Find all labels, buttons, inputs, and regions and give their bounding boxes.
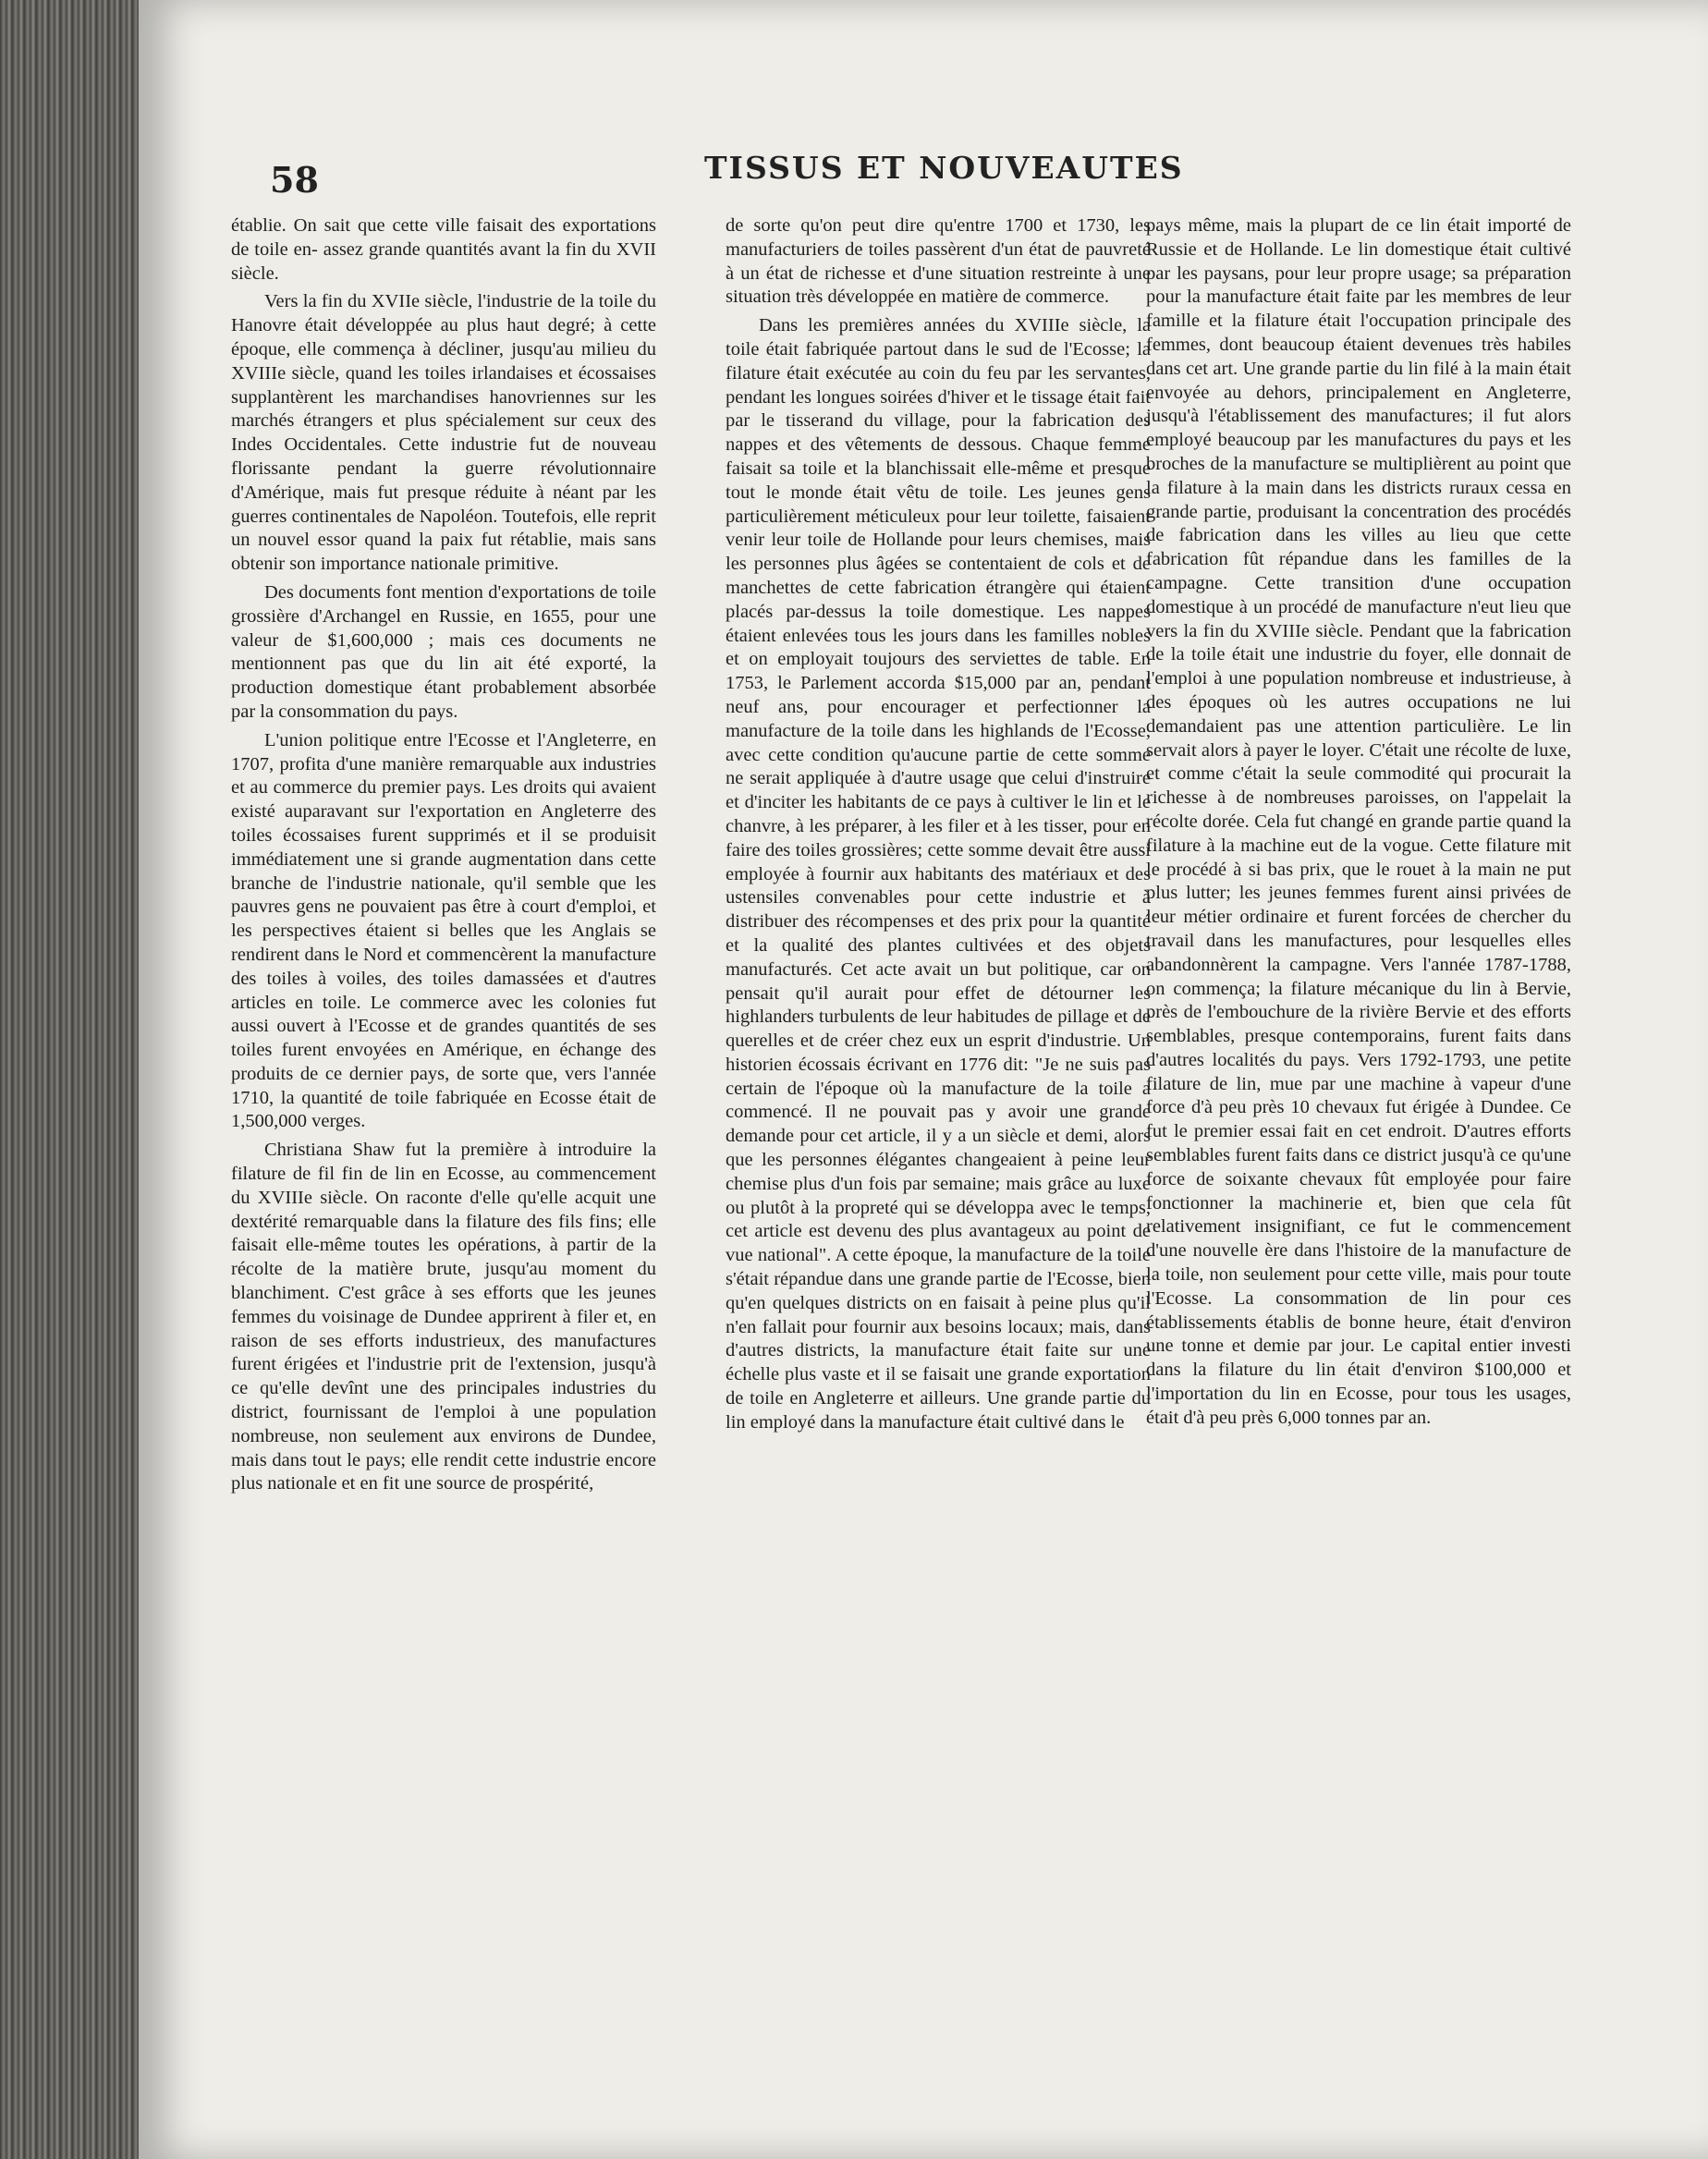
text-column-1 <box>231 214 656 1501</box>
text-column-2 <box>726 214 1151 1440</box>
paragraph: Des documents font mention d'exportations de toile grossière d'Archangel en Russie, en 1655, pour une valeur de $1,600,000 ; mais ces documents ne mentionnent pas que du lin ait été exporté, la production domestique étant probablement absorbée par la consommation du pays. <box>231 581 656 722</box>
paragraph: Christiana Shaw fut la première à introduire la filature de fil fin de lin en Ecosse, au commencement du XVIIIe siècle. On raconte d'elle qu'elle acquit une dextérité remarquable dans la filature des fils fins; elle faisait elle-même toutes les opérations, à partir de la récolte de la matière brute, jusqu'au moment du blanchiment. C'est grâce à ses efforts que les jeunes femmes du voisinage de Dundee apprirent à filer et, en raison de ses efforts industrieux, des manufactures furent érigées et l'industrie prit de l'extension, jusqu'à ce qu'elle devînt une des principales industries du district, fournissant de l'emploi à une population nombreuse, non seulement aux environs de Dundee, mais dans tout le pays; elle rendit cette industrie encore plus nationale et en fit une source de prospérité, <box>231 1140 656 1494</box>
paragraph: Vers la fin du XVIIe siècle, l'industrie de la toile du Hanovre était développée au plus haut degré; à cette époque, elle commença à décliner, jusqu'au milieu du XVIIIe siècle, quand les toiles irlandaises et écossaises supplantèrent les marchandises hanovriennes sur les marchés étrangers et plus spécialement sur ceux des Indes Occidentales. Cette industrie fut de nouveau florissante pendant la guerre révolutionnaire d'Amérique, mais fut presque réduite à néant par les guerres continentales de Napoléon. Toutefois, elle reprit un nouvel essor quand la paix fut rétablie, mais sans obtenir son importance nationale primitive. <box>231 291 656 575</box>
paragraph: pays même, mais la plupart de ce lin était importé de Russie et de Hollande. Le lin domestique était cultivé par les paysans, pour leur propre usage; sa préparation pour la manufacture était faite par les membres de leur famille et la filature était l'occupation principale des femmes, dont beaucoup étaient devenues très habiles dans cet art. Une grande partie du lin filé à la main était envoyée au dehors, principalement en Angleterre, jusqu'à l'établissement des manufactures; il fut alors employé beaucoup par les manufactures du pays et les broches de la manufacture se multiplièrent au point que la filature à la main dans les districts ruraux cessa en grande partie, produisant la concentration des procédés de fabrication dans les villes au lieu que cette fabrication fût répandue dans les familles de la campagne. Cette transition d'une occupation domestique à un procédé de manufacture n'eut lieu que vers la fin du XVIIIe siècle. Pendant que la fabrication de la toile était une industrie du foyer, elle donnait de l'emploi à une population nombreuse et industrieuse, à des époques où les autres occupations ne lui demandaient pas une attention particulière. Le lin servait alors à payer le loyer. C'était une récolte de luxe, et comme c'était la seule commodité qui procurait la richesse à de nombreuses paroisses, on l'appelait la récolte dorée. Cela fut changé en grande partie quand la filature à la machine eut de la vogue. Cette filature mit le procédé à si bas prix, que le rouet à la main ne put plus lutter; les jeunes femmes furent ainsi privées de leur métier ordinaire et furent forcées de chercher du travail dans les manufactures, pour lesquelles elles abandonnèrent la campagne. Vers l'année 1787-1788, on commença; la filature mécanique du lin à Bervie, près de l'embouchure de la rivière Bervie et des efforts semblables, presque contemporains, furent faits dans d'autres localités du pays. Vers 1792-1793, une petite filature de lin, mue par une machine à vapeur d'une force d'à peu près 10 chevaux fut érigée à Dundee. Ce fut le premier essai fait en cet endroit. D'autres efforts semblables furent faits dans ce district jusqu'à ce qu'une force de soixante chevaux fût employée pour faire fonctionner la machinerie et, bien que cela fût relativement insignifiant, ce fut le commencement d'une nouvelle ère dans l'histoire de la manufacture de la toile, non seulement pour cette ville, mais pour toute l'Ecosse. La consommation de lin pour ces établissements établis de bonne heure, était d'environ une tonne et demie par jour. Le capital entier investi dans la filature du lin était d'environ $100,000 et l'importation du lin en Ecosse, pour tous les usages, était d'à peu près 6,000 tonnes par an. <box>1146 215 1571 1428</box>
paragraph: Dans les premières années du XVIIIe siècle, la toile était fabriquée partout dans le sud de l'Ecosse; la filature était exécutée au coin du feu par les servantes, pendant les longues soirées d'hiver et le tissage était fait par le tisserand du village, pour la fabrication des nappes et des vêtements de dessous. Chaque femme faisait sa toile et la blanchissait elle-même et presque tout le monde était vêtu de toile. Les jeunes gens particulièrement méticuleux pour leur toilette, faisaient venir leur toile de Hollande pour leurs chemises, mais les personnes plus âgées se contentaient de cols et de manchettes de cette fabrication étrangère qui étaient placés par-dessus la toile domestique. Les nappes étaient enlevées tous les jours dans les familles nobles et on employait toujours des serviettes de table. En 1753, le Parlement accorda $15,000 par an, pendant neuf ans, pour encourager et perfectionner la manufacture de la toile dans les highlands de l'Ecosse, avec cette condition qu'aucune partie de cette somme ne serait appliquée à d'autre usage que celui d'instruire et d'inciter les habitants de ce pays à cultiver le lin et le chanvre, à les préparer, à les filer et à les tisser, pour en faire des toiles grossières; cette somme devait être aussi employée à fournir aux habitants des matériaux et des ustensiles convenables pour cette industrie et à distribuer des récompenses et des prix pour la quantité et la qualité des plantes cultivées et des objets manufacturés. Cet acte avait un but politique, car on pensait qu'il aurait pour effet de détourner les highlanders turbulents de leur habitudes de pillage et de querelles et de créer chez eux un esprit d'industrie. Un historien écossais écrivant en 1776 dit: "Je ne suis pas certain de l'époque où la manufacture de la toile a commencé. Il ne pouvait pas y avoir une grande demande pour cet article, il y a un siècle et demi, alors que les personnes élégantes changeaient à peine leur chemise plus d'un fois par semaine; mais grâce au luxe ou plutôt à la propreté qui se développa avec le temps, cet article est devenu des plus avantageux au point de vue national". A cette époque, la manufacture de la toile s'était répandue dans une grande partie de l'Ecosse, bien qu'en quelques districts on en faisait à peine plus qu'il n'en fallait pour fournir aux besoins locaux; mais, dans d'autres districts, la manufacture était faite sur une échelle plus vaste et il se faisait une grande exportation de toile en Angleterre et ailleurs. Une grande partie du lin employé dans la manufacture était cultivé dans le <box>726 315 1151 1433</box>
paragraph: L'union politique entre l'Ecosse et l'Angleterre, en 1707, profita d'une manière remarquable aux industries et au commerce du premier pays. Les droits qui avaient existé auparavant sur l'exportation en Angleterre des toiles écossaises furent supprimés et il se produisit immédiatement une si grande augmentation dans cette branche de l'industrie nationale, qu'il semble que les pauvres gens ne pouvaient pas être à court d'emploi, et les perspectives étaient si belles que les Anglais se rendirent dans le Nord et commencèrent la manufacture des toiles à voiles, des toiles damassées et d'autres articles en toile. Le commerce avec les colonies fut aussi ouvert à l'Ecosse et de grandes quantités de ses toiles furent envoyées en Amérique, en échange des produits de ce dernier pays, de sorte que, vers l'année 1710, la quantité de toile fabriquée en Ecosse était de 1,500,000 verges. <box>231 729 656 1132</box>
page-header <box>139 139 1708 201</box>
text-column-3 <box>1146 214 1571 1435</box>
book-page <box>139 0 1708 2159</box>
page-number: 58 <box>270 159 319 201</box>
book-page-edges <box>0 0 157 2159</box>
running-title: TISSUS ET NOUVEAUTES <box>704 150 1184 186</box>
paragraph: de sorte qu'on peut dire qu'entre 1700 et 1730, les manufacturiers de toiles passèrent d'un état de pauvreté à un état de richesse et d'une situation restreinte à une situation très développée en matière de commerce. <box>726 215 1151 308</box>
paragraph: établie. On sait que cette ville faisait des exportations de toile en- assez grande quantités avant la fin du XVII siècle. <box>231 215 656 284</box>
